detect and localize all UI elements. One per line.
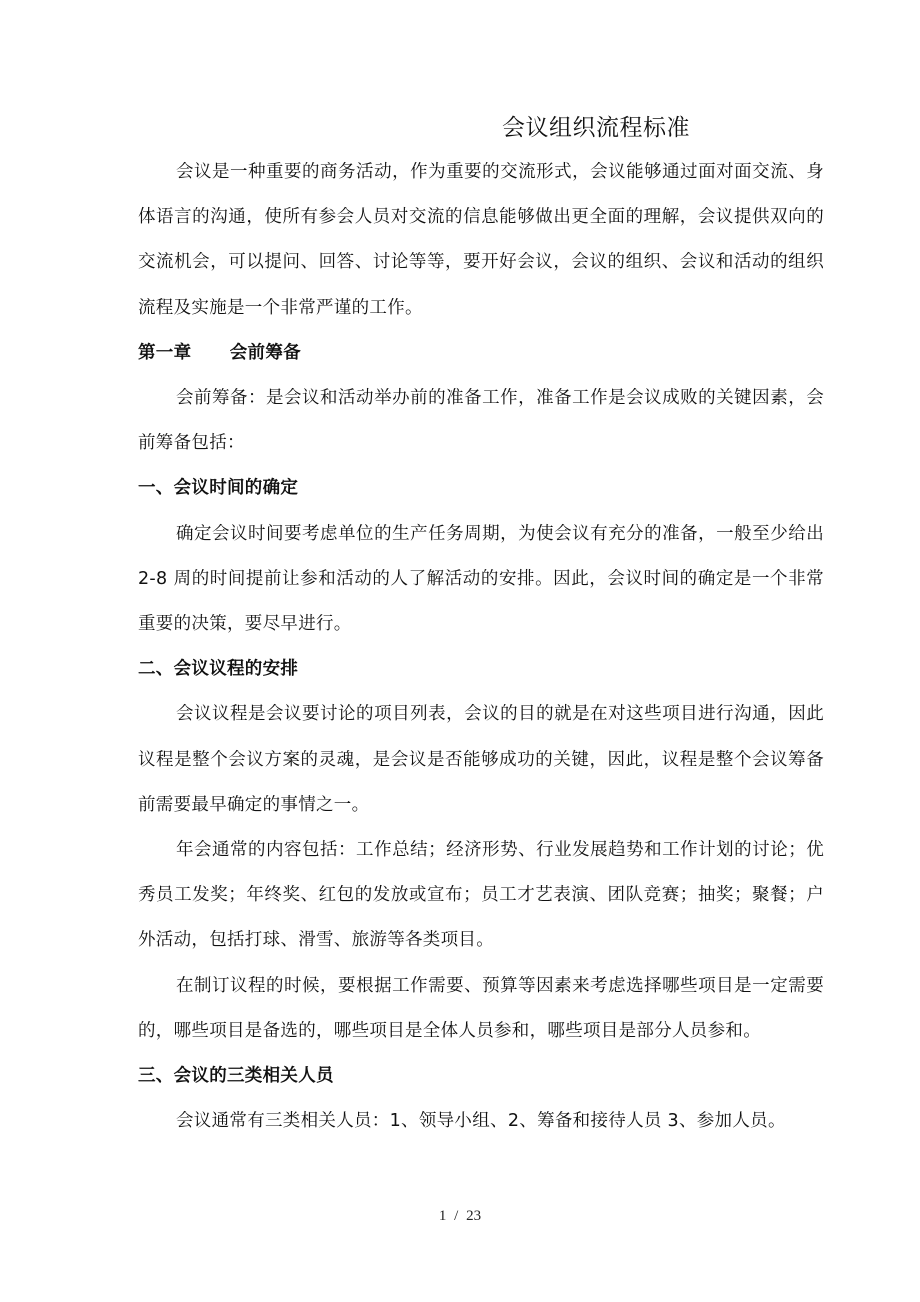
section-heading: 一、会议时间的确定 (138, 478, 299, 499)
total-pages: 23 (466, 1208, 482, 1224)
chapter-heading: 第一章 会前筹备 (138, 342, 301, 363)
page-separator: / (454, 1208, 459, 1224)
page-number (0, 1204, 920, 1228)
body-paragraph: 确定会议时间要考虑单位的生产任务周期，为使会议有充分的准备，一般至少给出 2-8 周的时间提前让参和活动的人了解活动的安排。因此，会议时间的确定是一个非常重要的决策，要尽早进行。 (138, 523, 824, 635)
body-paragraph: 年会通常的内容包括：工作总结；经济形势、行业发展趋势和工作计划的讨论；优秀员工发奖；年终奖、红包的发放或宣布；员工才艺表演、团队竞赛；抽奖；聚餐；户外活动，包括打球、滑雪、旅游等各类项目。 (138, 840, 824, 951)
section-heading: 二、会议议程的安排 (138, 659, 299, 680)
section-heading: 三、会议的三类相关人员 (138, 1066, 334, 1087)
document-title: 会议组织流程标准 (502, 115, 690, 141)
current-page: 1 (438, 1208, 447, 1224)
body-paragraph: 会前筹备：是会议和活动举办前的准备工作，准备工作是会议成败的关键因素，会前筹备包括： (138, 388, 824, 454)
body-paragraph: 会议议程是会议要讨论的项目列表，会议的目的就是在对这些项目进行沟通，因此议程是整个会议方案的灵魂，是会议是否能够成功的关键，因此，议程是整个会议筹备前需要最早确定的事情之一。 (138, 704, 824, 815)
document-body (138, 150, 824, 1144)
body-paragraph: 在制订议程的时候，要根据工作需要、预算等因素来考虑选择哪些项目是一定需要的，哪些项目是备选的，哪些项目是全体人员参和，哪些项目是部分人员参和。 (138, 975, 824, 1041)
intro-paragraph: 会议是一种重要的商务活动，作为重要的交流形式，会议能够通过面对面交流、身体语言的沟通，使所有参会人员对交流的信息能够做出更全面的理解，会议提供双向的交流机会，可以提问、回答、讨论等等，要开好会议，会议的组织、会议和活动的组织流程及实施是一个非常严谨的工作。 (138, 162, 824, 318)
body-paragraph: 会议通常有三类相关人员：1、领导小组、2、筹备和接待人员 3、参加人员。 (176, 1111, 786, 1132)
